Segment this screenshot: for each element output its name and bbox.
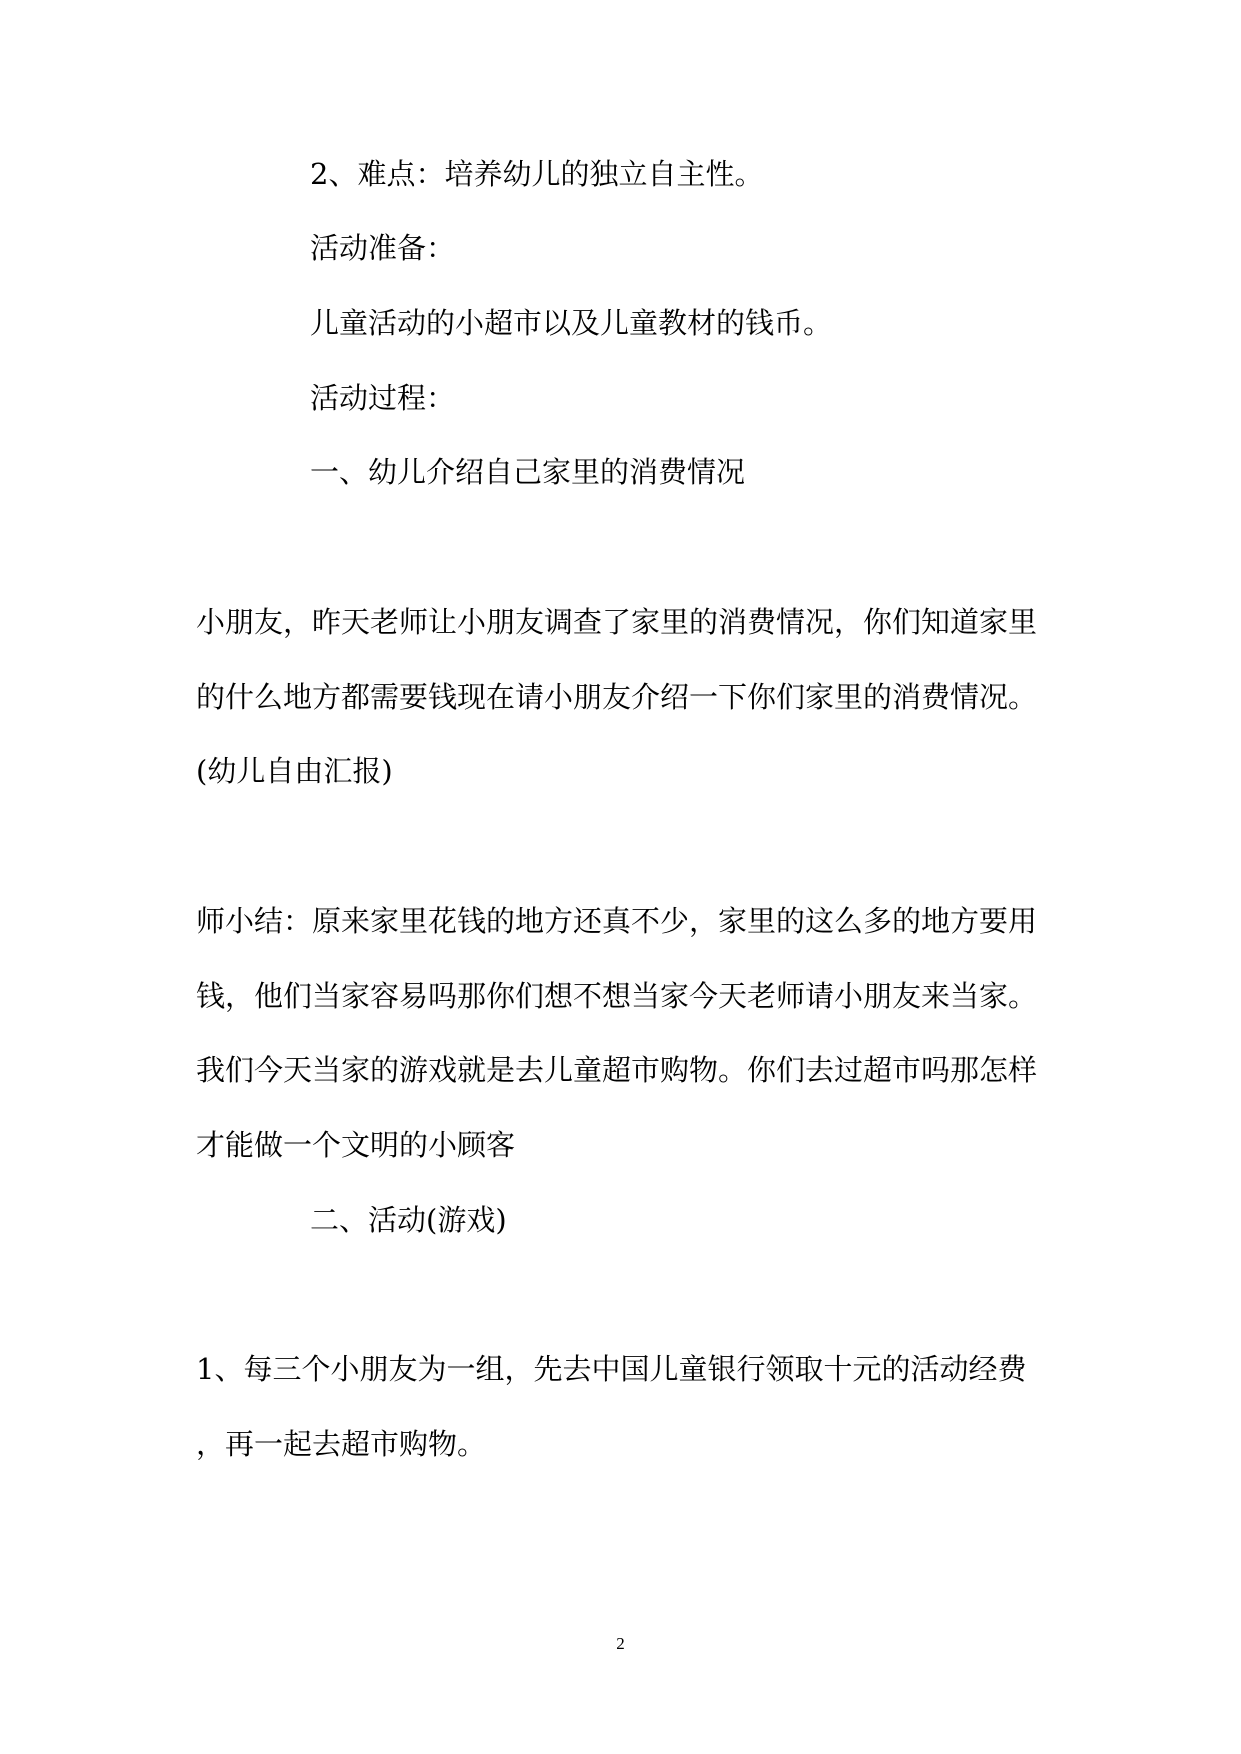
text-line: (幼儿自由汇报) [196,754,393,788]
text-line: 1、每三个小朋友为一组，先去中国儿童银行领取十元的活动经费 [196,1352,1027,1386]
text-line: 的什么地方都需要钱现在请小朋友介绍一下你们家里的消费情况。 [196,680,1038,714]
text-line: 小朋友，昨天老师让小朋友调查了家里的消费情况，你们知道家里 [196,605,1038,639]
text-line: 钱，他们当家容易吗那你们想不想当家今天老师请小朋友来当家。 [196,979,1038,1013]
text-line: 才能做一个文明的小顾客 [196,1128,516,1162]
text-line: 活动过程： [310,381,456,415]
text-line: 活动准备： [310,231,456,265]
text-line: 师小结：原来家里花钱的地方还真不少，家里的这么多的地方要用 [196,904,1038,938]
section-heading: 一、幼儿介绍自己家里的消费情况 [310,455,746,489]
page-number: 2 [616,1634,625,1653]
text-line: 2、难点：培养幼儿的独立自主性。 [310,157,764,191]
text-line: ，再一起去超市购物。 [196,1427,487,1461]
section-heading: 二、活动(游戏) [310,1203,507,1237]
text-line: 我们今天当家的游戏就是去儿童超市购物。你们去过超市吗那怎样 [196,1053,1038,1087]
text-line: 儿童活动的小超市以及儿童教材的钱币。 [310,306,833,340]
